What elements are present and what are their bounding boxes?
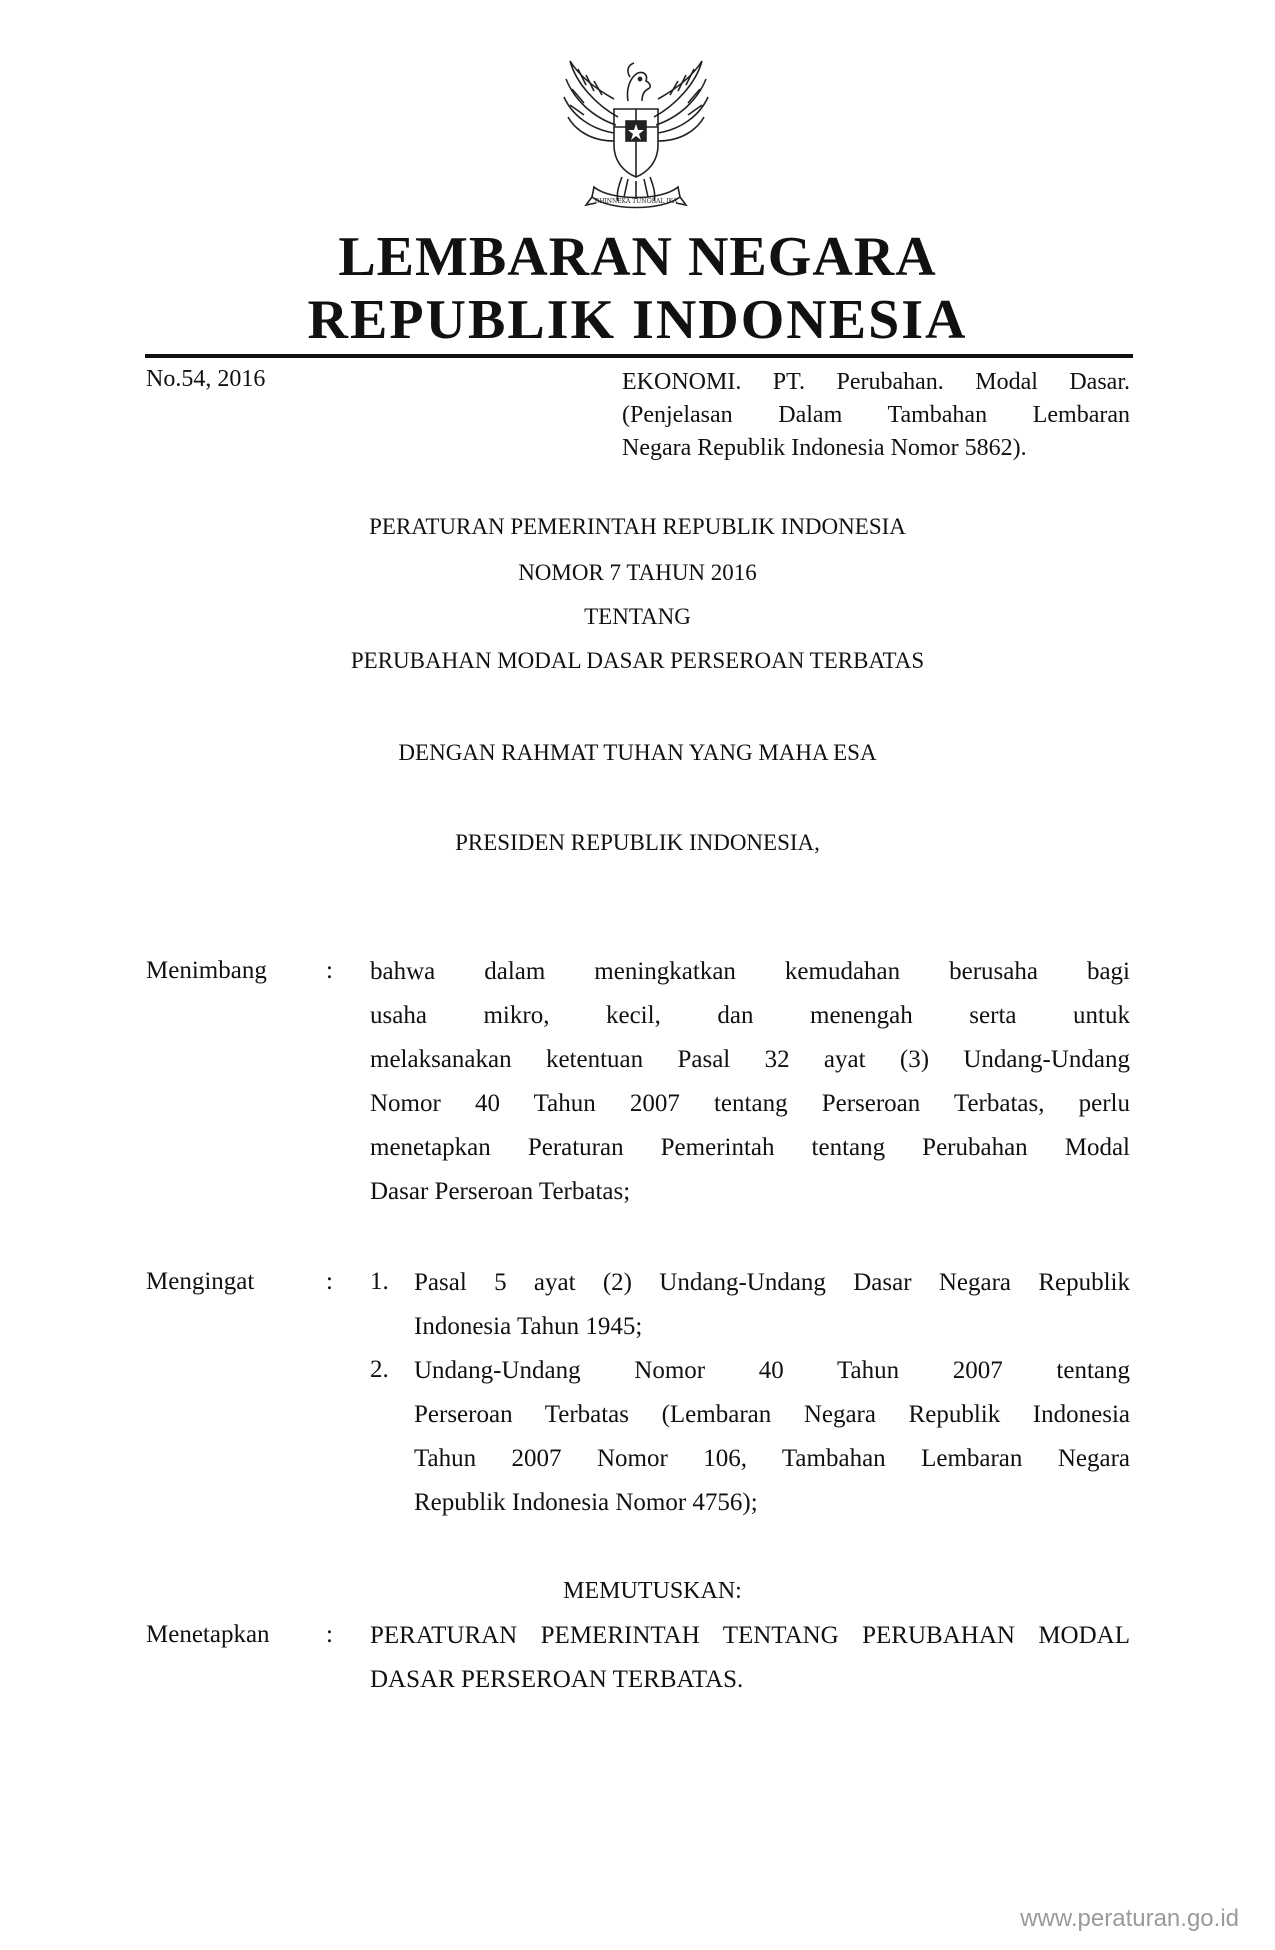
text-line: Republik Indonesia Nomor 4756); [414,1489,758,1516]
category-description [622,366,1130,465]
text-line: Perseroan Terbatas (Lembaran Negara Republik Indonesia [414,1401,1130,1428]
masthead-title: LEMBARAN NEGARA [338,226,937,288]
menimbang-colon: : [326,957,333,984]
text-line: usaha mikro, kecil, dan menengah serta untuk [370,1002,1130,1029]
footer-url: www.peraturan.go.id [1020,1905,1239,1932]
list-item-number: 1. [370,1268,389,1295]
text-line: Pasal 5 ayat (2) Undang-Undang Dasar Negara Republik [414,1269,1130,1296]
text-line: Undang-Undang Nomor 40 Tahun 2007 tentang [414,1357,1130,1384]
menetapkan-colon: : [326,1621,333,1648]
president-heading: PRESIDEN REPUBLIK INDONESIA, [455,830,820,855]
text-line: Nomor 40 Tahun 2007 tentang Perseroan Terbatas, perlu [370,1090,1130,1117]
regulation-number: NOMOR 7 TAHUN 2016 [518,560,757,585]
mengingat-label: Mengingat [146,1268,255,1295]
menimbang-label: Menimbang [146,957,267,984]
menetapkan-label: Menetapkan [146,1621,270,1648]
text-line: DASAR PERSEROAN TERBATAS. [370,1666,744,1693]
memutuskan-heading: MEMUTUSKAN: [563,1578,742,1604]
regulation-subject: PERUBAHAN MODAL DASAR PERSEROAN TERBATAS [350,648,925,673]
list-item-number: 2. [370,1356,389,1383]
masthead-subtitle: REPUBLIK INDONESIA [307,289,968,351]
list-item [414,1261,1130,1349]
text-line: menetapkan Peraturan Pemerintah tentang Perubahan Modal [370,1134,1130,1161]
menetapkan-text [370,1614,1130,1702]
text-line: Indonesia Tahun 1945; [414,1313,643,1340]
menimbang-text [370,950,1130,1214]
mengingat-colon: : [326,1268,333,1295]
svg-text:BHINNEKA TUNGGAL IKA: BHINNEKA TUNGGAL IKA [594,198,678,205]
list-item [414,1349,1130,1525]
invocation: DENGAN RAHMAT TUHAN YANG MAHA ESA [398,740,877,765]
text-line: melaksanakan ketentuan Pasal 32 ayat (3) Undang-Undang [370,1046,1130,1073]
category-line: Negara Republik Indonesia Nomor 5862). [622,435,1027,461]
document-number: No.54, 2016 [146,366,266,392]
category-line: (Penjelasan Dalam Tambahan Lembaran [622,402,1130,428]
text-line: PERATURAN PEMERINTAH TENTANG PERUBAHAN MODAL [370,1622,1130,1649]
masthead-divider [145,354,1133,358]
garuda-emblem-icon [556,55,716,225]
regulation-title: PERATURAN PEMERINTAH REPUBLIK INDONESIA [369,514,906,539]
text-line: bahwa dalam meningkatkan kemudahan berusaha bagi [370,958,1130,985]
text-line: Dasar Perseroan Terbatas; [370,1178,631,1205]
text-line: Tahun 2007 Nomor 106, Tambahan Lembaran Negara [414,1445,1130,1472]
category-line: EKONOMI. PT. Perubahan. Modal Dasar. [622,369,1130,395]
regulation-tentang: TENTANG [584,604,691,629]
